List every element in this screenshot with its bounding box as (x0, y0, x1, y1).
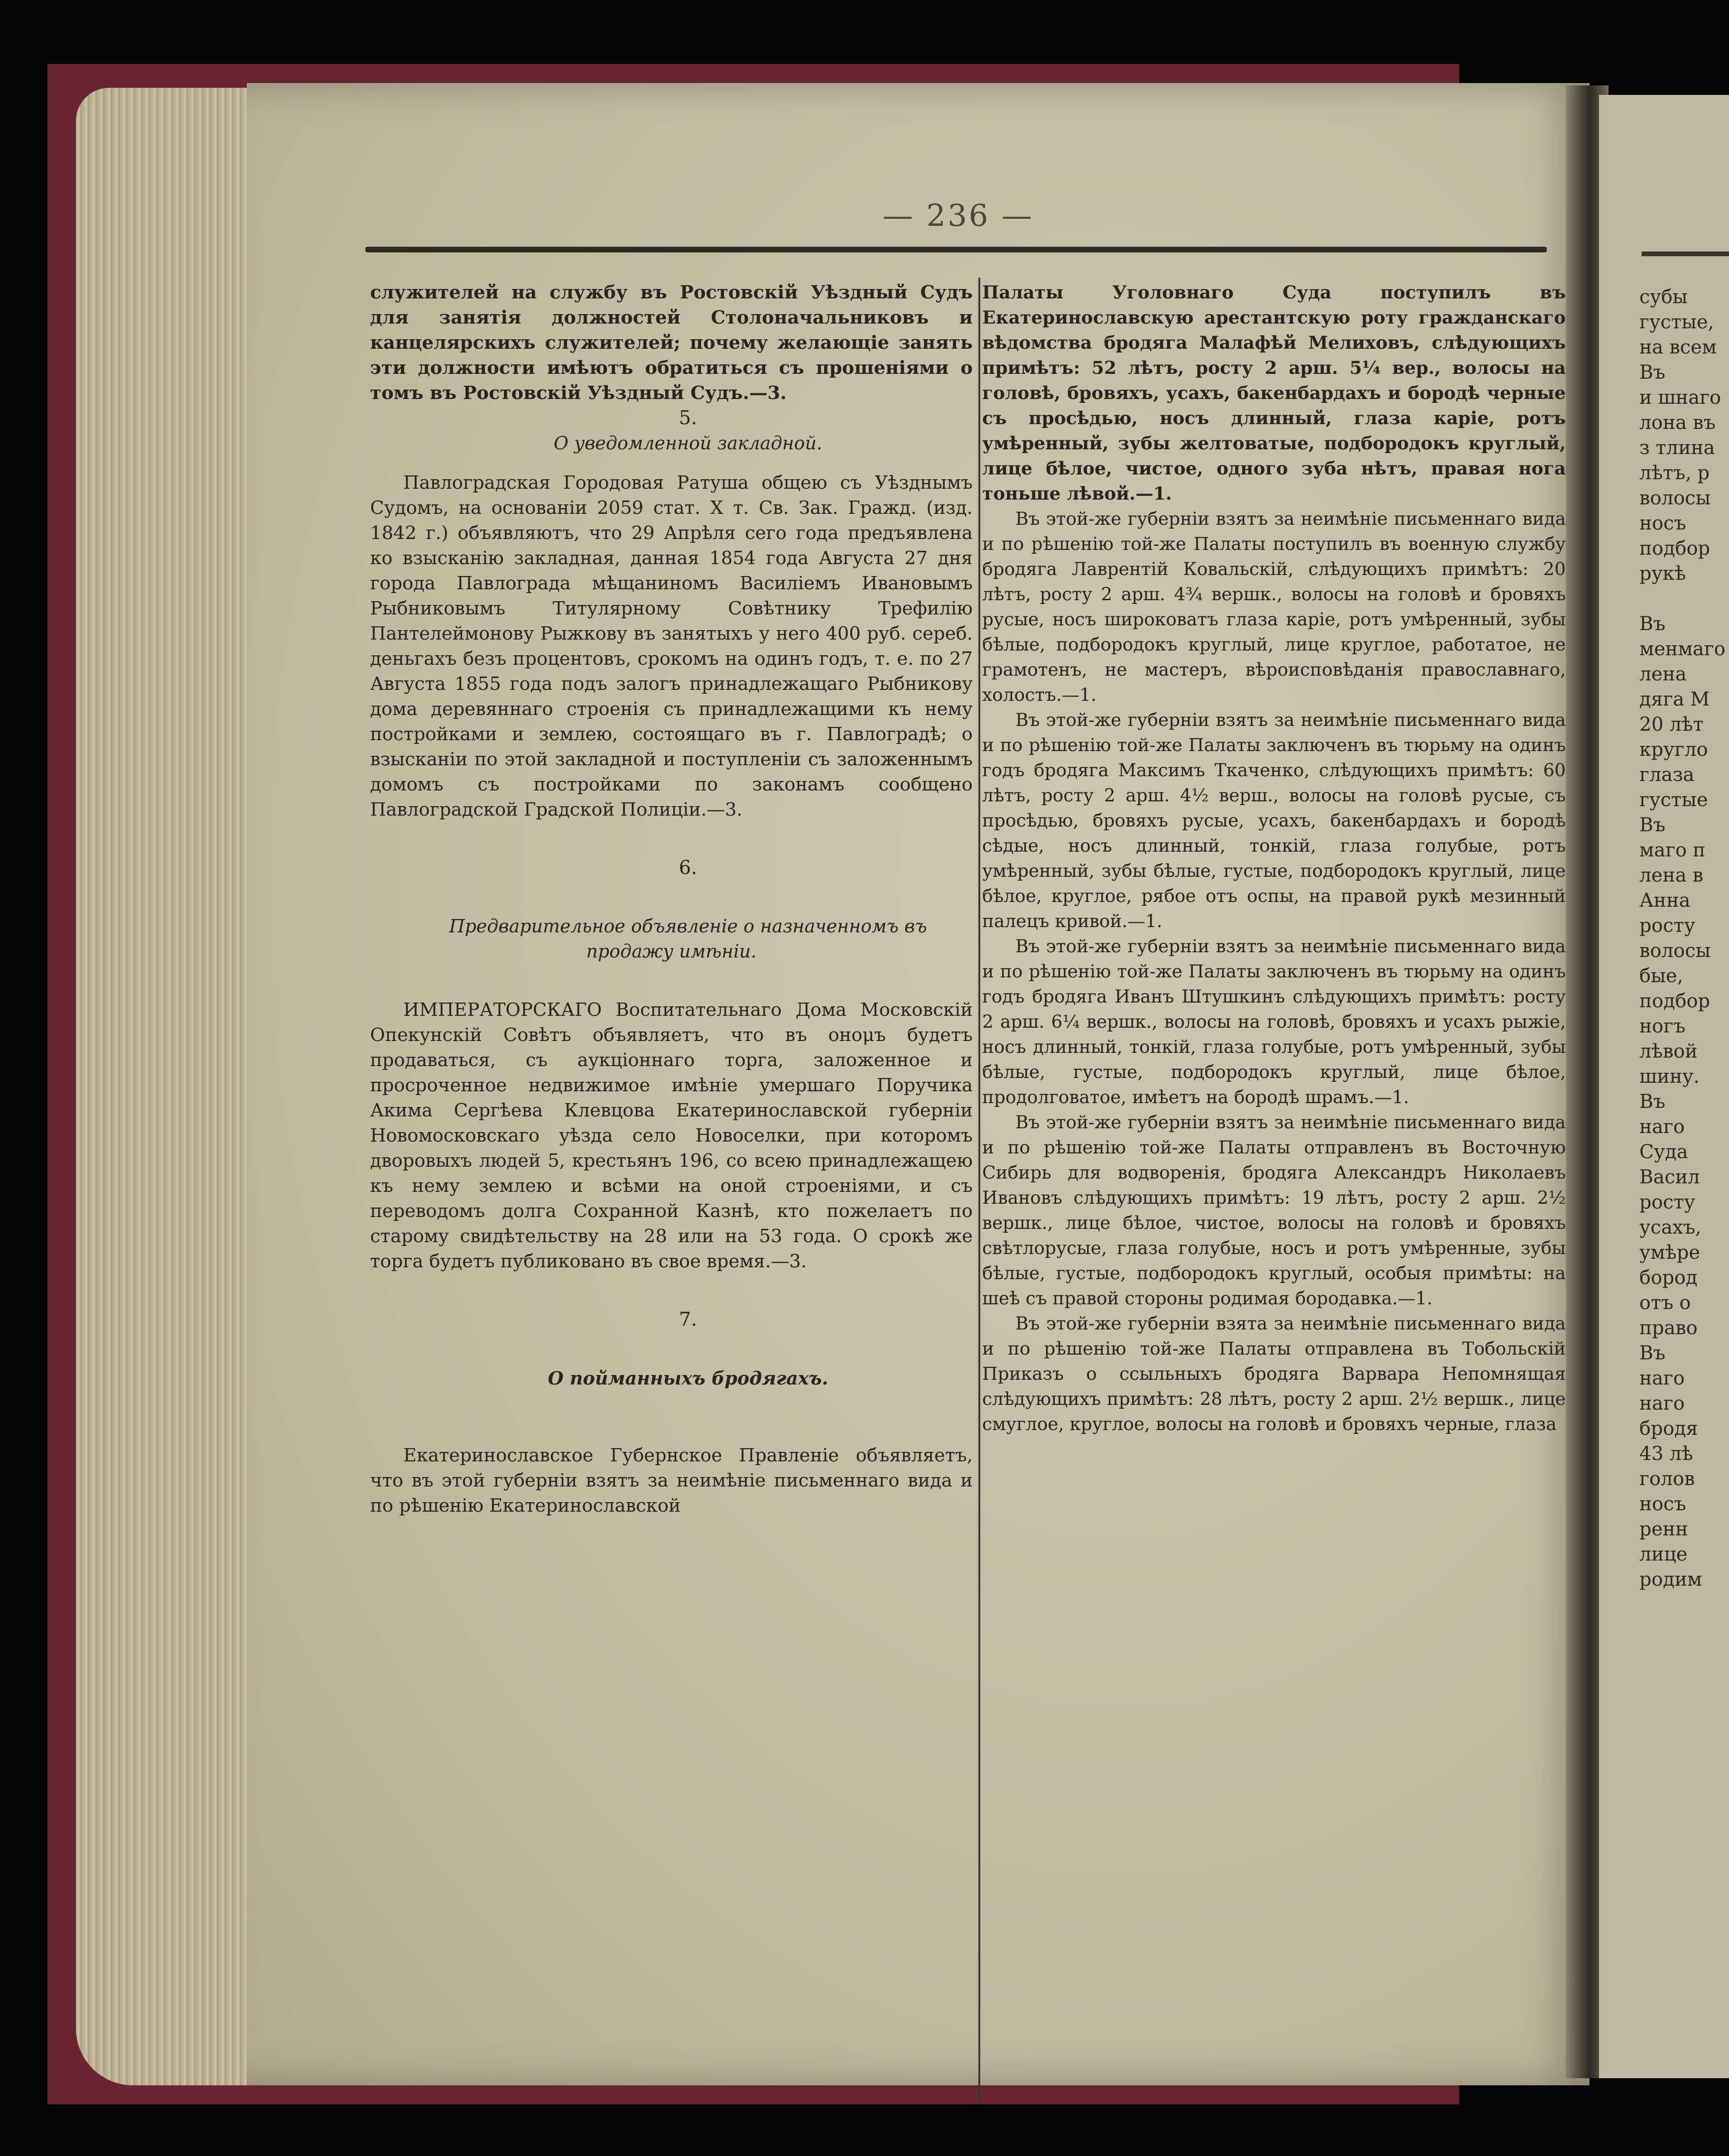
section-heading: О пойманныхъ бродягахъ. (548, 1367, 828, 1389)
right-page-line: наго (1639, 1393, 1685, 1414)
section-heading: О уведомленной закладной. (554, 433, 822, 454)
left-column (370, 280, 973, 1518)
right-page-line: лѣвой (1639, 1041, 1698, 1062)
right-page-line: носъ (1639, 512, 1686, 534)
paragraph: служителей на службу въ Ростовскій Уѣздный Судъ для занятія должностей Столоначальниковъ и канцелярскихъ служителей; почему желающіе занять эти должности имѣютъ обратиться съ прошеніями о томъ въ Ростовскій Уѣздный Судъ.—3. (370, 282, 973, 404)
right-page-line: голов (1639, 1468, 1695, 1490)
header-rule (365, 247, 1547, 252)
right-page-line: и шнаго (1639, 387, 1721, 409)
right-page-line: лена (1639, 663, 1687, 685)
right-page-line: бродя (1639, 1418, 1698, 1440)
page-number: — 236 — (883, 198, 1034, 233)
right-page-line: волосы (1639, 487, 1711, 509)
right-page-line: бород (1639, 1267, 1698, 1289)
right-page-text (1639, 285, 1729, 1592)
right-page-line: наго (1639, 1367, 1685, 1389)
right-page-line: усахъ, (1639, 1217, 1701, 1238)
right-page-line (1639, 586, 1729, 612)
right-page-line: густые, (1639, 311, 1714, 333)
right-page-line: глаза (1639, 764, 1694, 786)
paragraph: Павлоградская Городовая Ратуша общею съ Уѣзднымъ Судомъ, на основаніи 2059 стат. X т. Св. Зак. Гражд. (изд. 1842 г.) объявляютъ, что 29 Апрѣля сего года предъявлена ко взысканію закладная, данная 1854 года Августа 27 дня города Павлограда мѣщаниномъ Василіемъ Ивановымъ Рыбниковымъ Титулярному Совѣтнику Трефилію Пантелеймонову Рыжкову въ занятыхъ у него 400 руб. сереб. деньгахъ безъ процентовъ, срокомъ на одинъ годъ, т. е. по 27 Августа 1855 года подъ залогъ принадлежащаго Рыбникову дома деревяннаго строенія съ принадлежащими къ нему постройками и землею, состоящаго въ г. Павлоградѣ; о взысканіи по этой закладной и поступленіи съ заложеннымъ домомъ съ постройками по законамъ сообщено Павлоградской Градской Полиціи.—3. (370, 472, 973, 820)
right-page-line: 43 лѣ (1639, 1443, 1693, 1465)
right-page-line: подбор (1639, 990, 1710, 1012)
right-page-rule (1642, 251, 1729, 256)
right-page-line: менмаго (1639, 638, 1726, 660)
right-page-line: лена в (1639, 864, 1703, 886)
right-page-line: росту (1639, 915, 1695, 937)
section-number: 5. (679, 407, 697, 429)
right-page-line: густые (1639, 789, 1708, 811)
right-page-line: ногъ (1639, 1015, 1686, 1037)
right-page-line: волосы (1639, 940, 1711, 962)
right-page-line: умѣре (1639, 1242, 1701, 1264)
right-page-line: Въ (1639, 1091, 1665, 1113)
right-page-line: Суда (1639, 1141, 1688, 1163)
right-page-line: Въ (1639, 1342, 1665, 1364)
right-page-line: носъ (1639, 1493, 1686, 1515)
right-column (982, 280, 1566, 1437)
paragraph: Екатеринославское Губернское Правленіе объявляетъ, что въ этой губерніи взятъ за неимѣніе письменнаго вида и по рѣшенію Екатеринославской (370, 1445, 973, 1516)
paragraph: Въ этой-же губерніи взятъ за неимѣніе письменнаго вида и по рѣшенію той-же Палаты заключенъ въ тюрьму на одинъ годъ бродяга Максимъ Ткаченко, слѣдующихъ примѣтъ: 60 лѣтъ, росту 2 арш. 4½ верш., волосы на головѣ русые, съ просѣдью, бровяхъ русые, усахъ, бакенбардахъ и бородѣ сѣдые, носъ длинный, тонкій, глаза голубые, ротъ умѣренный, зубы бѣлые, густые, подбородокъ круглый, лице бѣлое, круглое, рябое отъ оспы, на правой рукѣ мезинный палецъ кривой.—1. (982, 709, 1566, 931)
right-page-line: субы (1639, 286, 1688, 308)
right-page-line: Въ (1639, 613, 1665, 635)
paragraph: ИМПЕРАТОРСКАГО Воспитательнаго Дома Московскій Опекунскій Совѣтъ объявляетъ, что въ онομъ будетъ продаваться, съ аукціоннаго торга, заложенное и просроченное недвижимое имѣніе умершаго Поручика Акима Сергѣева Клевцова Екатеринославской губерніи Новомосковскаго уѣзда село Новоселки, при которомъ дворовыхъ людей 5, крестьянъ 196, со всею принадлежащею къ нему землею и всѣми на оной строеніями, и съ переводомъ долга Сохранной Казнѣ, кто пожелаетъ по старому свидѣтельству на 28 или на 53 года. О срокѣ же торга будетъ публиковано въ свое время.—3. (370, 999, 973, 1272)
page-edges (76, 88, 256, 2085)
right-page-line: Въ (1639, 814, 1665, 836)
right-page-line: отъ о (1639, 1292, 1691, 1314)
right-page-line: з тлина (1639, 437, 1715, 459)
right-page-line: Васил (1639, 1166, 1700, 1188)
right-page-line: шину. (1639, 1066, 1700, 1087)
right-page-line: дяга М (1639, 688, 1710, 710)
right-page-line: подбор (1639, 538, 1710, 559)
right-page-line: право (1639, 1317, 1698, 1339)
section-heading: Предварительное объявленіе о назначенномъ въ продажу имѣніи. (449, 916, 927, 962)
right-page-line: маго п (1639, 839, 1706, 861)
right-page-line: кругло (1639, 739, 1708, 761)
right-page (1599, 95, 1729, 2078)
right-page-line: Въ (1639, 362, 1665, 383)
right-page-line: наго (1639, 1116, 1685, 1138)
right-page-line: рукѣ (1639, 563, 1692, 585)
right-page-line: на всем (1639, 336, 1717, 358)
right-page-line: лѣтъ, р (1639, 462, 1710, 484)
right-page-line: 20 лѣт (1639, 714, 1704, 735)
paragraph: Палаты Уголовнаго Суда поступилъ въ Екатеринославскую арестантскую роту гражданскаго вѣдомства бродяга Малафѣй Мелиховъ, слѣдующихъ примѣтъ: 52 лѣтъ, росту 2 арш. 5¼ вер., волосы на головѣ, бровяхъ, усахъ, бакенбардахъ и бородѣ черные съ просѣдью, носъ длинный, глаза каріе, ротъ умѣренный, зубы желтоватые, подбородокъ круглый, лице бѣлое, чистое, одного зуба нѣтъ, правая нога тоньше лѣвой.—1. (982, 282, 1566, 504)
paragraph: Въ этой-же губерніи взятъ за неимѣніе письменнаго вида и по рѣшенію той-же Палаты отправленъ въ Восточную Сибирь для водворенія, бродяга Александръ Николаевъ Ивановъ слѣдующихъ примѣтъ: 19 лѣтъ, росту 2 арш. 2½ вершк., лице бѣлое, чистое, волосы на головѣ и бровяхъ свѣтлорусые, глаза голубые, носъ и ротъ умѣренные, зубы бѣлые, густые, подбородокъ круглый, особыя примѣты: на шеѣ съ правой стороны родимая бородавка.—1. (982, 1112, 1566, 1309)
paragraph: Въ этой-же губерніи взятъ за неимѣніе письменнаго вида и по рѣшенію той-же Палаты поступилъ въ военную службу бродяга Лаврентій Ковальскій, слѣдующихъ примѣтъ: 20 лѣтъ, росту 2 арш. 4¾ вершк., волосы на головѣ и бровяхъ русые, носъ широковатъ глаза каріе, ротъ умѣренный, зубы бѣлые, подбородокъ круглый, лице круглое, работатое, не грамотенъ, не мастеръ, вѣроисповѣданія православнаго, холостъ.—1. (982, 508, 1566, 705)
section-number: 7. (679, 1309, 697, 1330)
right-page-line: росту (1639, 1191, 1695, 1213)
right-page-line: лице (1639, 1543, 1688, 1565)
right-page-line: родим (1639, 1569, 1702, 1590)
right-page-line: ренн (1639, 1518, 1688, 1540)
paragraph: Въ этой-же губерніи взятъ за неимѣніе письменнаго вида и по рѣшенію той-же Палаты заключенъ въ тюрьму на одинъ годъ бродяга Иванъ Штушкинъ слѣдующихъ примѣтъ: росту 2 арш. 6¼ вершк., волосы на головѣ, бровяхъ и усахъ рыжіе, носъ длинный, тонкій, глаза голубые, ротъ умѣренный, зубы бѣлые, густые, подбородокъ круглый, лице бѣлое, продолговатое, имѣетъ на бородѣ шрамъ.—1. (982, 936, 1566, 1107)
paragraph: Въ этой-же губерніи взята за неимѣніе письменнаго вида и по рѣшенію той-же Палаты отправлена въ Тобольскій Приказъ о ссыльныхъ бродяга Варвара Непомнящая слѣдующихъ примѣтъ: 28 лѣтъ, росту 2 арш. 2½ вершк., лице смуглое, круглое, волосы на головѣ и бровяхъ черные, глаза (982, 1313, 1566, 1434)
column-divider (978, 278, 980, 2104)
right-page-line: лона въ (1639, 412, 1716, 434)
right-page-line: бые, (1639, 965, 1683, 987)
right-page-line: Анна (1639, 890, 1691, 911)
section-number: 6. (679, 857, 697, 879)
